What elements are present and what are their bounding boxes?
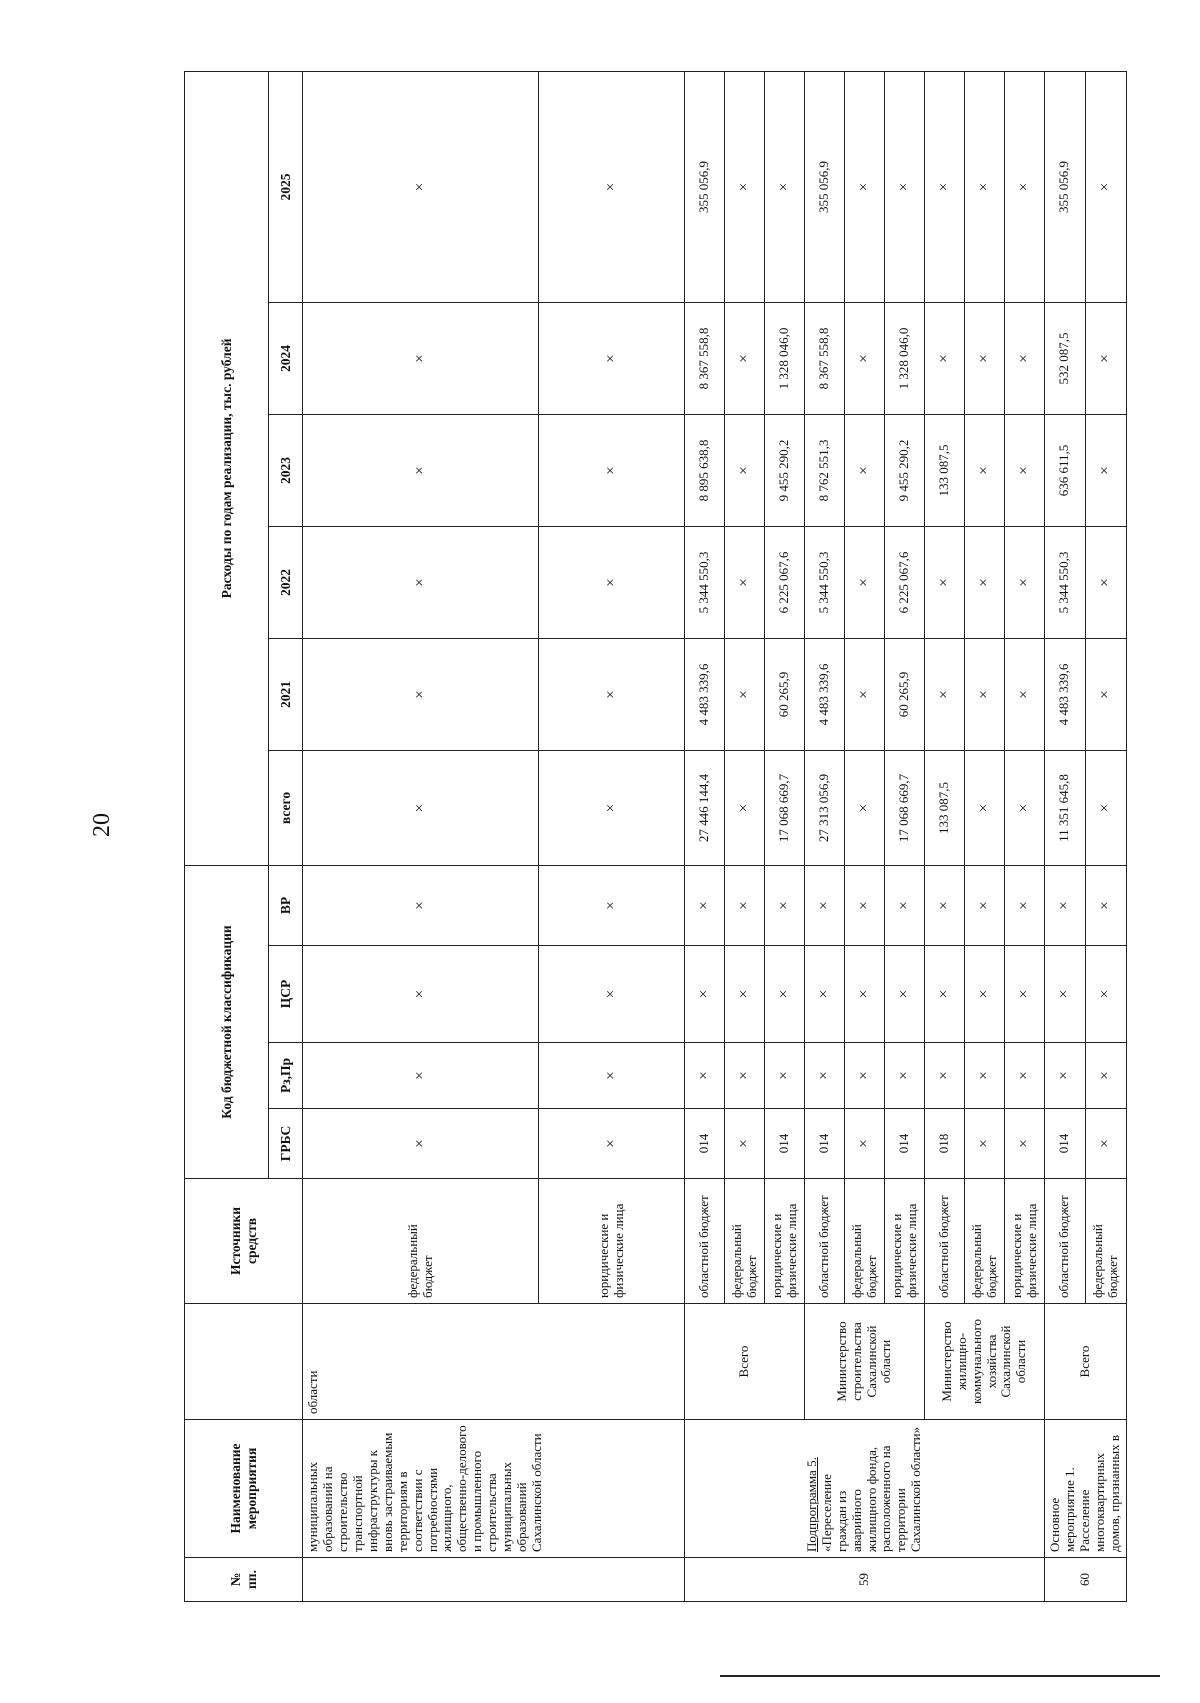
y2024-cell: × xyxy=(1005,303,1045,415)
y2021-cell: × xyxy=(1005,639,1045,751)
vr-cell: × xyxy=(1045,866,1086,946)
header-2025: 2025 xyxy=(269,71,303,302)
y2024-cell: 1 328 046,0 xyxy=(885,303,925,415)
source-cell: юридические и физические лица xyxy=(765,1179,805,1304)
y2021-cell: 4 483 339,6 xyxy=(1045,639,1086,751)
header-rzpr: Рз,Пр xyxy=(269,1043,303,1109)
header-2022: 2022 xyxy=(269,527,303,639)
vr-cell: × xyxy=(303,866,539,946)
total-cell: × xyxy=(1005,751,1045,866)
y2022-cell: × xyxy=(845,527,885,639)
vr-cell: × xyxy=(1085,866,1126,946)
y2024-cell: 8 367 558,8 xyxy=(685,303,725,415)
header-2023: 2023 xyxy=(269,415,303,527)
y2025-cell: × xyxy=(925,71,965,302)
rzpr-cell: × xyxy=(765,1043,805,1109)
vr-cell: × xyxy=(725,866,765,946)
csr-cell: × xyxy=(1085,946,1126,1043)
total-cell: 11 351 645,8 xyxy=(1045,751,1086,866)
subprogram-label: Подпрограмма 5. xyxy=(803,1457,819,1552)
y2021-cell: × xyxy=(845,639,885,751)
y2025-cell: 355 056,9 xyxy=(805,71,845,302)
executor-cell: Министерство строительства Сахалинской области xyxy=(805,1304,925,1420)
y2022-cell: 6 225 067,6 xyxy=(885,527,925,639)
y2022-cell: 5 344 550,3 xyxy=(805,527,845,639)
total-cell: × xyxy=(1085,751,1126,866)
y2021-cell: 60 265,9 xyxy=(765,639,805,751)
y2022-cell: 5 344 550,3 xyxy=(1045,527,1086,639)
y2022-cell: × xyxy=(1005,527,1045,639)
source-cell: областной бюджет xyxy=(685,1179,725,1304)
table-row xyxy=(805,71,845,1601)
rzpr-cell: × xyxy=(965,1043,1005,1109)
csr-cell: × xyxy=(885,946,925,1043)
total-cell: 133 087,5 xyxy=(925,751,965,866)
event-name-cell: муниципальных образований на строительство транспортной инфраструктуры к вновь застраиваемым территориям в соответствии с потребностями жилищного, общественно-делового и промышленного строительства муниципальных образований Сахалинской области xyxy=(303,1420,685,1558)
rzpr-cell: × xyxy=(539,1043,685,1109)
table-body xyxy=(303,71,1127,1601)
vr-cell: × xyxy=(885,866,925,946)
header-num: № пп. xyxy=(185,1558,303,1602)
header-sources: Источники средств xyxy=(185,1179,303,1304)
rzpr-cell: × xyxy=(1005,1043,1045,1109)
y2021-cell: × xyxy=(303,639,539,751)
grbs-cell: 014 xyxy=(765,1109,805,1179)
source-cell: областной бюджет xyxy=(1045,1179,1086,1304)
total-cell: × xyxy=(965,751,1005,866)
y2025-cell: 355 056,9 xyxy=(685,71,725,302)
rzpr-cell: × xyxy=(303,1043,539,1109)
total-cell: × xyxy=(845,751,885,866)
y2024-cell: × xyxy=(845,303,885,415)
y2024-cell: 8 367 558,8 xyxy=(805,303,845,415)
grbs-cell: × xyxy=(1085,1109,1126,1179)
y2025-cell: × xyxy=(303,71,539,302)
event-name-cell xyxy=(685,1420,1045,1558)
y2021-cell: 4 483 339,6 xyxy=(805,639,845,751)
rzpr-cell: × xyxy=(1045,1043,1086,1109)
y2023-cell: × xyxy=(845,415,885,527)
y2025-cell: × xyxy=(845,71,885,302)
y2021-cell: × xyxy=(925,639,965,751)
y2022-cell: 5 344 550,3 xyxy=(685,527,725,639)
grbs-cell: × xyxy=(725,1109,765,1179)
y2024-cell: × xyxy=(925,303,965,415)
y2025-cell: × xyxy=(965,71,1005,302)
csr-cell: × xyxy=(685,946,725,1043)
y2025-cell: × xyxy=(539,71,685,302)
grbs-cell: 018 xyxy=(925,1109,965,1179)
y2021-cell: × xyxy=(1085,639,1126,751)
total-cell: 27 446 144,4 xyxy=(685,751,725,866)
y2022-cell: × xyxy=(925,527,965,639)
source-cell: федеральный бюджет xyxy=(303,1179,539,1304)
source-cell: юридические и физические лица xyxy=(539,1179,685,1304)
vr-cell: × xyxy=(805,866,845,946)
y2023-cell: 8 895 638,8 xyxy=(685,415,725,527)
vr-cell: × xyxy=(765,866,805,946)
num-cell xyxy=(303,1558,685,1602)
vr-cell: × xyxy=(925,866,965,946)
y2023-cell: × xyxy=(1005,415,1045,527)
csr-cell: × xyxy=(965,946,1005,1043)
total-cell: 27 313 056,9 xyxy=(805,751,845,866)
y2022-cell: × xyxy=(1085,527,1126,639)
grbs-cell: × xyxy=(539,1109,685,1179)
y2025-cell: × xyxy=(1085,71,1126,302)
executor-cell: Всего xyxy=(1045,1304,1127,1420)
rzpr-cell: × xyxy=(805,1043,845,1109)
header-csr: ЦСР xyxy=(269,946,303,1043)
csr-cell: × xyxy=(805,946,845,1043)
y2021-cell: 4 483 339,6 xyxy=(685,639,725,751)
source-cell: федеральный бюджет xyxy=(845,1179,885,1304)
csr-cell: × xyxy=(845,946,885,1043)
y2023-cell: × xyxy=(725,415,765,527)
source-cell: федеральный бюджет xyxy=(725,1179,765,1304)
vr-cell: × xyxy=(965,866,1005,946)
grbs-cell: × xyxy=(1005,1109,1045,1179)
header-2021: 2021 xyxy=(269,639,303,751)
page-number: 20 xyxy=(89,813,115,837)
table-row xyxy=(1045,71,1086,1601)
y2023-cell: × xyxy=(539,415,685,527)
csr-cell: × xyxy=(539,946,685,1043)
vr-cell: × xyxy=(845,866,885,946)
y2024-cell: × xyxy=(965,303,1005,415)
y2025-cell: × xyxy=(885,71,925,302)
vr-cell: × xyxy=(1005,866,1045,946)
y2023-cell: × xyxy=(303,415,539,527)
y2021-cell: × xyxy=(965,639,1005,751)
y2021-cell: 60 265,9 xyxy=(885,639,925,751)
header-grbs: ГРБС xyxy=(269,1109,303,1179)
y2023-cell: 636 611,5 xyxy=(1045,415,1086,527)
y2023-cell: × xyxy=(965,415,1005,527)
executor-cell: Министерство жилищно-коммунального хозяйства Сахалинской области xyxy=(925,1304,1045,1420)
y2021-cell: × xyxy=(725,639,765,751)
header-executor xyxy=(185,1304,303,1420)
vr-cell: × xyxy=(539,866,685,946)
y2023-cell: 9 455 290,2 xyxy=(885,415,925,527)
total-cell: 17 068 669,7 xyxy=(885,751,925,866)
total-cell: × xyxy=(539,751,685,866)
source-cell: юридические и физические лица xyxy=(885,1179,925,1304)
num-cell: 59 xyxy=(685,1558,1045,1602)
y2021-cell: × xyxy=(539,639,685,751)
rzpr-cell: × xyxy=(685,1043,725,1109)
y2024-cell: 532 087,5 xyxy=(1045,303,1086,415)
rzpr-cell: × xyxy=(1085,1043,1126,1109)
y2025-cell: × xyxy=(1005,71,1045,302)
header-expenses: Расходы по годам реализации, тыс. рублей xyxy=(185,71,269,865)
y2024-cell: 1 328 046,0 xyxy=(765,303,805,415)
header-vr: ВР xyxy=(269,866,303,946)
grbs-cell: 014 xyxy=(885,1109,925,1179)
y2022-cell: × xyxy=(965,527,1005,639)
grbs-cell: 014 xyxy=(1045,1109,1086,1179)
source-cell: областной бюджет xyxy=(925,1179,965,1304)
y2023-cell: × xyxy=(1085,415,1126,527)
csr-cell: × xyxy=(303,946,539,1043)
csr-cell: × xyxy=(1005,946,1045,1043)
grbs-cell: × xyxy=(303,1109,539,1179)
y2023-cell: 9 455 290,2 xyxy=(765,415,805,527)
csr-cell: × xyxy=(925,946,965,1043)
executor-cell: области xyxy=(303,1304,685,1420)
source-cell: федеральный бюджет xyxy=(965,1179,1005,1304)
y2022-cell: 6 225 067,6 xyxy=(765,527,805,639)
y2022-cell: × xyxy=(303,527,539,639)
rzpr-cell: × xyxy=(725,1043,765,1109)
event-name-cell: Основное мероприятие 1. Расселение многоквартирных домов, признанных в xyxy=(1045,1420,1127,1558)
grbs-cell: 014 xyxy=(685,1109,725,1179)
y2022-cell: × xyxy=(539,527,685,639)
total-cell: × xyxy=(303,751,539,866)
y2024-cell: × xyxy=(539,303,685,415)
rzpr-cell: × xyxy=(885,1043,925,1109)
header-total: всего xyxy=(269,751,303,866)
rzpr-cell: × xyxy=(845,1043,885,1109)
y2023-cell: 133 087,5 xyxy=(925,415,965,527)
rotated-table-wrapper xyxy=(184,72,1122,1602)
y2024-cell: × xyxy=(725,303,765,415)
rzpr-cell: × xyxy=(925,1043,965,1109)
budget-table xyxy=(184,71,1127,1602)
table-row xyxy=(685,71,725,1601)
header-code: Код бюджетной классификации xyxy=(185,866,269,1179)
vr-cell: × xyxy=(685,866,725,946)
grbs-cell: × xyxy=(965,1109,1005,1179)
y2025-cell: × xyxy=(725,71,765,302)
grbs-cell: × xyxy=(845,1109,885,1179)
y2023-cell: 8 762 551,3 xyxy=(805,415,845,527)
total-cell: × xyxy=(725,751,765,866)
csr-cell: × xyxy=(765,946,805,1043)
table-row xyxy=(303,71,539,1601)
source-cell: областной бюджет xyxy=(805,1179,845,1304)
y2024-cell: × xyxy=(1085,303,1126,415)
footer-rule xyxy=(720,1675,1160,1677)
executor-cell: Всего xyxy=(685,1304,805,1420)
y2025-cell: 355 056,9 xyxy=(1045,71,1086,302)
total-cell: 17 068 669,7 xyxy=(765,751,805,866)
source-cell: юридические и физические лица xyxy=(1005,1179,1045,1304)
subprogram-title: «Переселение граждан из аварийного жилищного фонда, расположенного на территории Сахалинской области» xyxy=(818,1426,924,1552)
source-cell: федеральный бюджет xyxy=(1085,1179,1126,1304)
y2025-cell: × xyxy=(765,71,805,302)
table-row xyxy=(925,71,965,1601)
csr-cell: × xyxy=(725,946,765,1043)
csr-cell: × xyxy=(1045,946,1086,1043)
y2024-cell: × xyxy=(303,303,539,415)
y2022-cell: × xyxy=(725,527,765,639)
header-2024: 2024 xyxy=(269,303,303,415)
header-name: Наименование мероприятия xyxy=(185,1420,303,1558)
num-cell: 60 xyxy=(1045,1558,1127,1602)
grbs-cell: 014 xyxy=(805,1109,845,1179)
